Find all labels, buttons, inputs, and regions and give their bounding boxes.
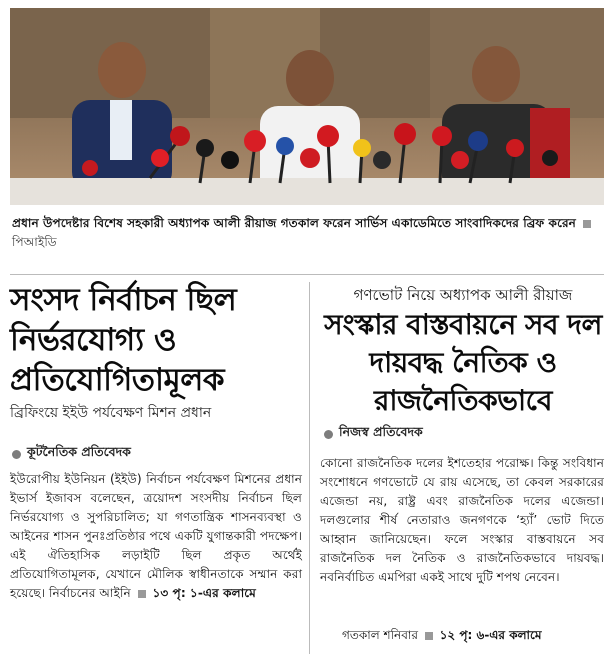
right-body: কোনো রাজনৈতিক দলের ইশতেহার পরোক্ষ। কিন্তু সংবিধান সংশোধনে গণভোটে যে রায় এসেছে, তা কেবল সরকারের এজেন্ডা নয়, রাষ্ট্র এবং রাজনৈতিক দলের এজেন্ডা। দলগুলোর শীর্ষ নেতারাও জনগণকে ‘হ্যাঁ’ ভোট দিতে আহ্বান জানিয়েছেন। ফলে সংস্কার বাস্তবায়নে সব রাজনৈতিক দল নৈতিক ও রাজনৈতিকভাবে দায়বদ্ধ। নবনির্বাচিত এমপিরা একই সাথে দুটি শপথ নেবেন।: [320, 456, 604, 584]
right-reporter-byline: [324, 424, 423, 444]
left-body: [10, 470, 302, 603]
horizontal-rule: [10, 274, 604, 275]
press-briefing-photo: [10, 8, 604, 205]
right-reporter-name: নিজস্ব প্রতিবেদক: [339, 424, 423, 439]
photo-illustration: [10, 8, 604, 205]
jump-square-icon: [425, 632, 433, 640]
left-subhead: ব্রিফিংয়ে ইইউ পর্যবেক্ষণ মিশন প্রধান: [10, 405, 212, 421]
right-jump-link[interactable]: ১২ পৃ: ৬-এর কলামে: [439, 628, 542, 642]
right-footer: [342, 627, 604, 647]
left-headline: সংসদ নির্বাচন ছিল নির্ভরযোগ্য ও প্রতিযোগিতামূলক: [10, 282, 237, 398]
left-jump-link[interactable]: ১৩ পৃ: ১-এর কলামে: [152, 586, 256, 600]
right-headline: সংস্কার বাস্তবায়নে সব দল দায়বদ্ধ নৈতিক ও রাজনৈতিকভাবে: [324, 308, 602, 417]
left-reporter-name: কূটনৈতিক প্রতিবেদক: [27, 444, 131, 459]
left-reporter-byline: [12, 444, 131, 464]
byline-dot-icon: [324, 430, 333, 439]
caption-text: প্রধান উপদেষ্টার বিশেষ সহকারী অধ্যাপক আলী রীয়াজ গতকাল ফরেন সার্ভিস একাডেমিতে সাংবাদিকদের ব্রিফ করেন: [12, 216, 576, 230]
left-body-text: ইউরোপীয় ইউনিয়ন (ইইউ) নির্বাচন পর্যবেক্ষণ মিশনের প্রধান ইভার্স ইজাবস বলেছেন, ত্রয়োদশ সংসদীয় নির্বাচন ছিল নির্ভরযোগ্য ও সুপরিচালিত; যা গণতান্ত্রিক শাসনব্যবস্থা ও আইনের শাসন পুনঃপ্রতিষ্ঠার পথে একটি যুগান্তকারী পদক্ষেপ। এই ঐতিহাসিক লড়াইটি ছিল প্রকৃত অর্থেই প্রতিযোগিতামূলক, যেখানে মৌলিক স্বাধীনতাকে সম্মান করা হয়েছে। নির্বাচনের আইনি: [10, 472, 302, 600]
column-divider: [309, 282, 310, 654]
photo-credit: পিআইডি: [12, 235, 57, 249]
photo-caption: [12, 214, 602, 252]
right-foot-prefix: গতকাল শনিবার: [342, 628, 418, 642]
jump-square-icon: [138, 590, 146, 598]
right-kicker: গণভোট নিয়ে অধ্যাপক আলী রীয়াজ: [353, 286, 573, 304]
byline-dot-icon: [12, 450, 21, 459]
caption-square-icon: [583, 220, 591, 228]
